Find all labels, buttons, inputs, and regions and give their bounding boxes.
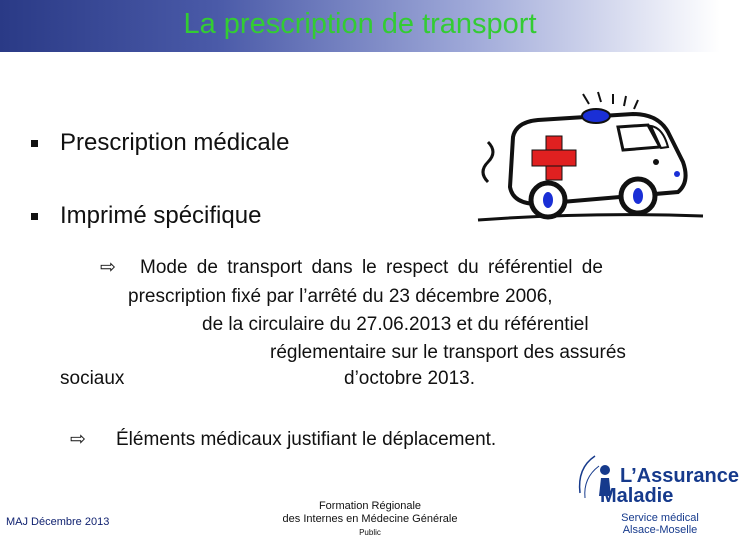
bullet-marker-1: [31, 140, 38, 147]
paragraph-line-4: réglementaire sur le transport des assurés: [270, 342, 626, 363]
service-line-1: Service médical: [621, 512, 699, 524]
arrow-bullet-icon-2: ⇨: [70, 429, 86, 450]
paragraph-line-3: de la circulaire du 27.06.2013 et du référentiel: [202, 314, 589, 335]
footer-line-3: Public: [359, 528, 381, 537]
service-medical-label: [600, 512, 720, 536]
footer-line-2: des Internes en Médecine Générale: [282, 513, 458, 525]
ambulance-icon: [468, 92, 713, 232]
sub-bullet-elements-medicaux: Éléments médicaux justifiant le déplacement.: [116, 429, 497, 450]
arrow-bullet-icon: ⇨: [100, 257, 116, 278]
footer-line-1: Formation Régionale: [318, 500, 422, 512]
service-line-2: Alsace-Moselle: [622, 524, 698, 536]
bullet-marker-2: [31, 213, 38, 220]
footer-update-date: MAJ Décembre 2013: [6, 516, 110, 528]
brand-line-assurance: L’Assurance: [620, 465, 739, 487]
bullet-prescription-medicale: Prescription médicale: [60, 129, 290, 156]
paragraph-line-2: prescription fixé par l’arrêté du 23 décembre 2006,: [128, 286, 553, 307]
footer-center: [270, 500, 470, 539]
brand-line-maladie: Maladie: [600, 485, 674, 507]
paragraph-line-1: Mode de transport dans le respect du référentiel de: [140, 257, 603, 278]
paragraph-line-5-right: d’octobre 2013.: [344, 368, 475, 389]
paragraph-line-5-left: sociaux: [60, 368, 125, 389]
bullet-imprime-specifique: Imprimé spécifique: [60, 202, 262, 229]
slide-title: La prescription de transport: [183, 8, 537, 40]
